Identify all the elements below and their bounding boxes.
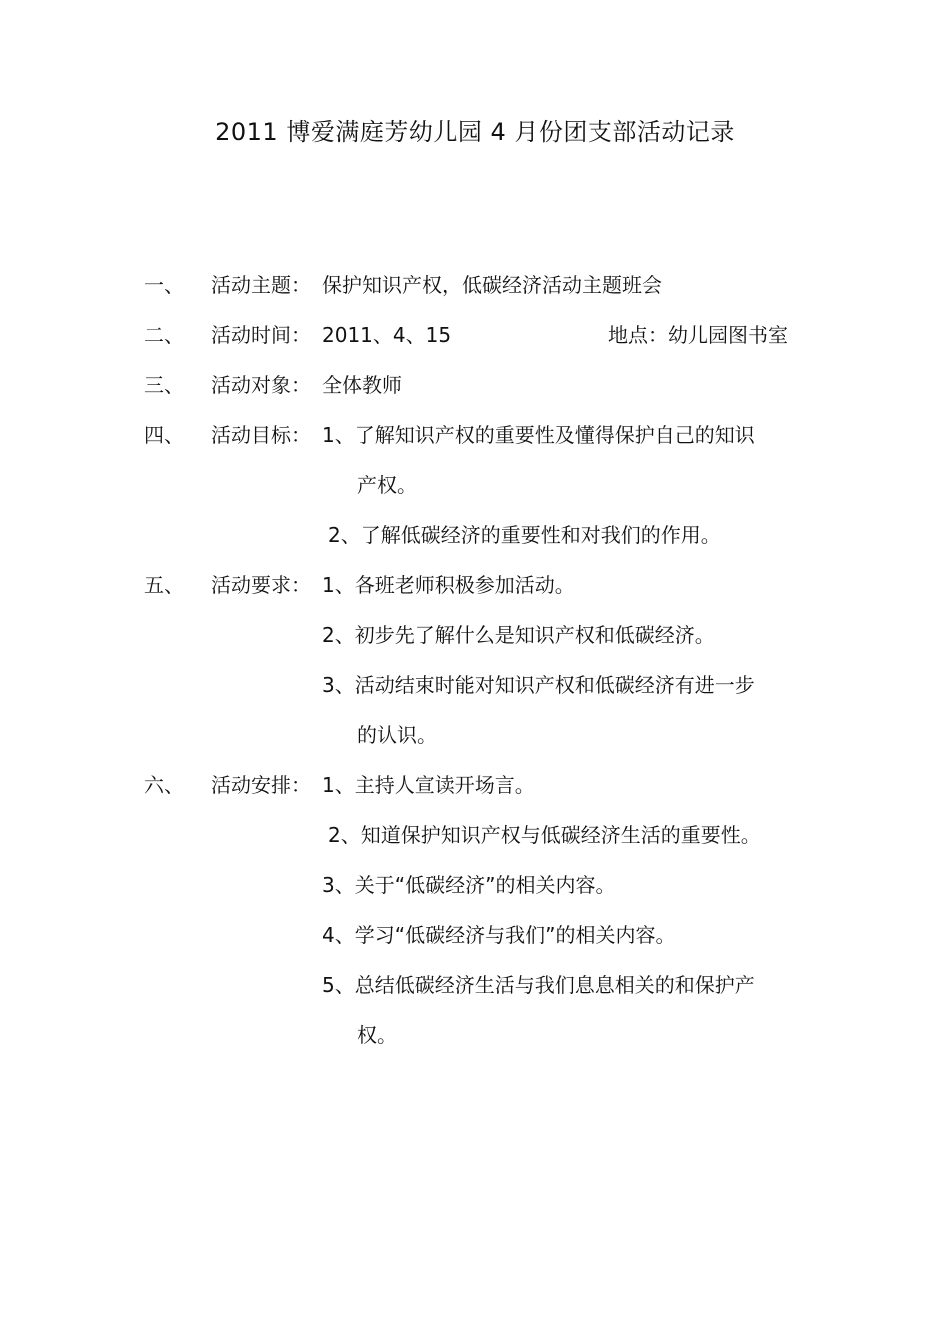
section-number: 二、 <box>144 323 184 347</box>
location-text: 地点：幼儿园图书室 <box>608 323 788 347</box>
section-number: 四、 <box>144 423 184 447</box>
section-content: 全体教师 <box>322 373 402 397</box>
section-content: 2011、4、15 <box>322 323 452 347</box>
section-content: 1、主持人宣读开场言。 <box>322 773 535 797</box>
section-content: 2、了解低碳经济的重要性和对我们的作用。 <box>328 523 721 547</box>
section-content: 3、活动结束时能对知识产权和低碳经济有进一步 <box>322 673 755 697</box>
section-content: 1、各班老师积极参加活动。 <box>322 573 575 597</box>
section-content: 2、知道保护知识产权与低碳经济生活的重要性。 <box>328 823 761 847</box>
section-content: 5、总结低碳经济生活与我们息息相关的和保护产 <box>322 973 755 997</box>
section-content: 保护知识产权，低碳经济活动主题班会 <box>322 273 662 297</box>
section-content: 2、初步先了解什么是知识产权和低碳经济。 <box>322 623 715 647</box>
section-number: 六、 <box>144 773 184 797</box>
section-label: 活动要求： <box>211 573 311 597</box>
section-content: 权。 <box>357 1023 397 1047</box>
section-number: 一、 <box>144 273 184 297</box>
section-label: 活动安排： <box>211 773 311 797</box>
document-title: 2011 博爱满庭芳幼儿园 4 月份团支部活动记录 <box>215 118 735 146</box>
section-label: 活动主题： <box>211 273 311 297</box>
section-label: 活动时间： <box>211 323 311 347</box>
section-content: 1、了解知识产权的重要性及懂得保护自己的知识 <box>322 423 755 447</box>
section-number: 五、 <box>144 573 184 597</box>
section-number: 三、 <box>144 373 184 397</box>
section-label: 活动目标： <box>211 423 311 447</box>
section-content: 产权。 <box>357 473 417 497</box>
section-label: 活动对象： <box>211 373 311 397</box>
section-content: 的认识。 <box>357 723 437 747</box>
section-content: 3、关于“低碳经济”的相关内容。 <box>322 873 616 897</box>
section-content: 4、学习“低碳经济与我们”的相关内容。 <box>322 923 676 947</box>
